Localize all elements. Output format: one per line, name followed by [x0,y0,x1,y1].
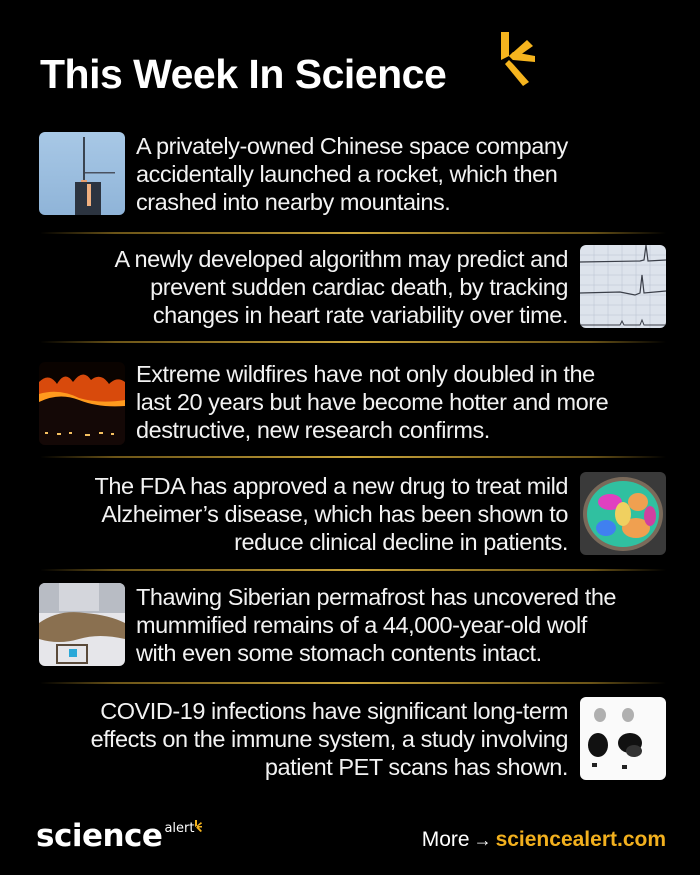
story-text: Thawing Siberian permafrost has uncovered the mummified remains of a 44,000-year-old wolf with even some stomach contents intact. [136,584,617,666]
divider [40,682,666,684]
more-label: More [421,828,470,851]
more-link[interactable] [422,828,666,852]
sciencealert-arrow-icon [497,30,537,86]
arrow-right-icon: → [473,830,492,850]
logo-alert-text: alert [164,821,195,836]
divider [40,569,666,571]
page-title: This Week In Science [40,51,447,97]
divider [40,232,666,234]
logo-wordmark: science [36,818,163,854]
website-link[interactable]: sciencealert.com [495,828,666,851]
story-text: COVID-19 infections have significant long-term effects on the immune system, a study involving patient PET scans has shown. [90,698,568,780]
divider [40,456,666,458]
pet-scan-image [580,697,666,780]
story-text: A newly developed algorithm may predict and prevent sudden cardiac death, by tracking changes in heart rate variability over time. [114,246,568,328]
brain-scan-image [580,472,666,555]
story-text: The FDA has approved a new drug to treat mild Alzheimer’s disease, which has been shown to reduce clinical decline in patients. [94,473,568,555]
rocket-launch-image [39,132,125,215]
sciencealert-arrow-icon [194,820,203,832]
sciencealert-logo[interactable] [36,818,203,854]
wildfire-image [39,362,125,445]
mummified-wolf-image [39,583,125,666]
story-text: A privately-owned Chinese space company accidentally launched a rocket, which then crashed into nearby mountains. [136,133,568,215]
story-text: Extreme wildfires have not only doubled in the last 20 years but have become hotter and more destructive, new research confirms. [136,361,609,443]
divider [40,341,666,343]
ecg-trace-image [580,245,666,328]
